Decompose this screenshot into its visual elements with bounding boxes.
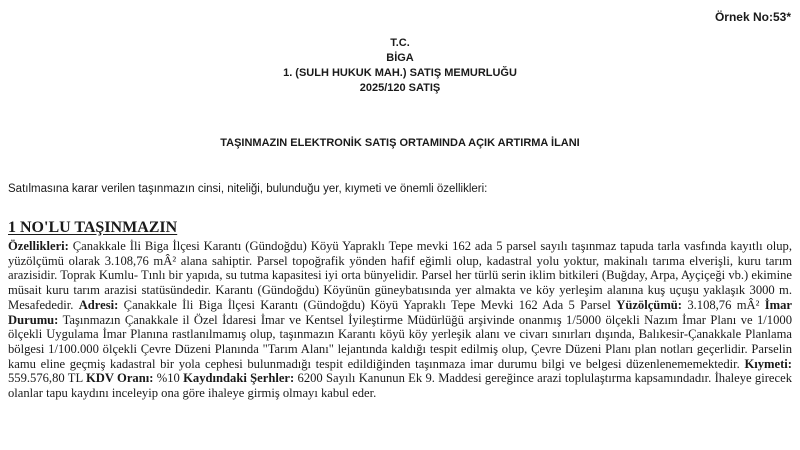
document-reference-number: Örnek No:53* bbox=[714, 10, 791, 24]
serhler-text: 6200 Sayılı Kanunun Ek 9. Maddesi gereğince arazi toplulaştırma kapsamındadır. İhaleye girecek olanlar tapu kaydını inceleyip ona göre ihaleye girmiş olmayı kabul eder. bbox=[8, 371, 792, 401]
imar-label: İmar Durumu: bbox=[8, 297, 792, 327]
kdv-text: %10 bbox=[153, 371, 184, 386]
adres-label: Adresi: bbox=[78, 297, 119, 312]
section-title: 1 NO'LU TAŞINMAZIN bbox=[8, 219, 178, 236]
yuzolcumu-label: Yüzölçümü: bbox=[616, 297, 683, 312]
serhler-label: Kaydındaki Şerhler: bbox=[183, 371, 295, 386]
kiymeti-label: Kıymeti: bbox=[744, 356, 792, 371]
intro-paragraph: Satılmasına karar verilen taşınmazın cinsi, niteliği, bulunduğu yer, kıymeti ve önemli özellikleri: bbox=[8, 183, 488, 195]
header-line-tc: T.C. bbox=[390, 37, 410, 49]
property-description bbox=[8, 239, 792, 401]
kiymeti-text: 559.576,80 TL bbox=[8, 371, 86, 386]
announcement-title: TAŞINMAZIN ELEKTRONİK SATIŞ ORTAMINDA AÇIK ARTIRMA İLANI bbox=[220, 137, 580, 149]
ozellikler-text: Çanakkale İli Biga İlçesi Karantı (Gündoğdu) Köyü Yapraklı Tepe mevki 162 ada 5 parsel sayılı taşınmaz tapuda tarla vasfında kayıtlı olup, yüzölçümü olarak 3.108,76 mÂ² alana sahiptir. Parsel topoğrafik yönden hafif eğimli olup, kadastral yolu yoktur, makinalı tarıma elverişli, kuru tarım arazisidir. Toprak Kumlu- Tınlı bir yapıda, su tutma kapasitesi iyi orta bünyelidir. Parsel her türlü serin iklim bitkileri (Buğday, Arpa, Ayçiçeği vb.) ekimine müsait kuru tarım arazisi statüsündedir. Karantı (Gündoğdu) Köyünün güneybatısında yer almakta ve köy yerleşim alanına kuş uçuşu yaklaşık 3000 m. Mesafededir. bbox=[8, 239, 792, 312]
adres-text: Çanakkale İli Biga İlçesi Karantı (Gündoğdu) Köyü Yapraklı Tepe Mevki 162 Ada 5 Parsel bbox=[118, 297, 617, 312]
header-line-district: BİGA bbox=[386, 52, 414, 64]
imar-text: Taşınmazın Çanakkale il Özel İdaresi İmar ve Kentsel İyileştirme Müdürlüğü arşivinde onanmış 1/5000 ölçekli Nazım İmar Planı ve 1/1000 ölçekli Uygulama İmar Planına rastlanılmamış olup, taşınmazın Karantı köyü köy yerleşik alanı ve civarı sınırları dışında, Balıkesir-Çanakkale Planlama bölgesi 1/100.000 ölçekli Çevre Düzeni Planında "Tarım Alanı" lejantında kaldığı tespit edilmiş olup, Çevre Düzeni Planı plan notları geçerlidir. Parselin kamu eline geçmiş kadastral bir yola cephesi bulunmadığı tespit edildiğinden taşınmaza imar durumu bilgi ve belgesi düzenlenememektedir. bbox=[8, 312, 792, 371]
header-line-office: 1. (SULH HUKUK MAH.) SATIŞ MEMURLUĞU bbox=[283, 67, 517, 79]
yuzolcumu-text: 3.108,76 mÂ² bbox=[682, 297, 765, 312]
ozellikler-label: Özellikleri: bbox=[8, 239, 69, 253]
kdv-label: KDV Oranı: bbox=[85, 371, 154, 386]
document-header bbox=[0, 36, 800, 96]
header-line-file-no: 2025/120 SATIŞ bbox=[359, 82, 441, 94]
